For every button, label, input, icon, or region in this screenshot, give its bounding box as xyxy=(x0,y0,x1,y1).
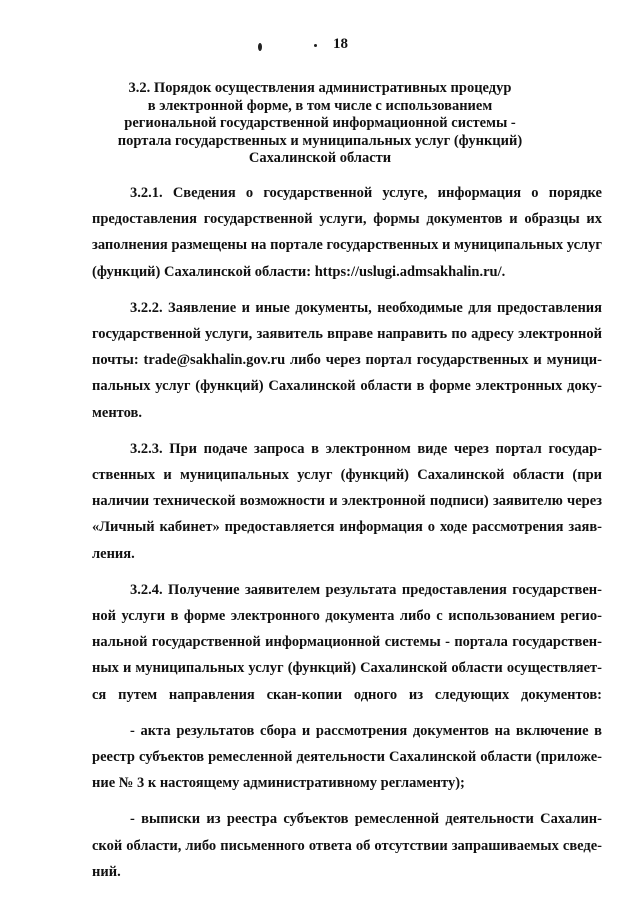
text-line: заполнения размещены на портале государственных и муниципальных услуг xyxy=(92,237,602,254)
text-line: - выписки из реестра субъектов ремесленной деятельности Сахалин- xyxy=(130,811,602,828)
scan-speck xyxy=(258,43,262,51)
text-line: реестр субъектов ремесленной деятельности Сахалинской области (приложе- xyxy=(92,749,602,766)
text-line: государственной услуги, заявитель вправе направить по адресу электронной xyxy=(92,326,602,343)
text-line: «Личный кабинет» предоставляется информация о ходе рассмотрения заяв- xyxy=(92,519,602,536)
heading-line: Сахалинской области xyxy=(248,150,392,166)
text-line: ся путем направления скан-копии одного из следующих документов: xyxy=(92,686,602,703)
text-line: 3.2.1. Сведения о государственной услуге, информация о порядке xyxy=(130,185,602,201)
page-number: 18 xyxy=(333,36,348,52)
heading-line: 3.2. Порядок осуществления административных процедур xyxy=(128,80,512,96)
list-item-act xyxy=(92,718,602,797)
heading-line: портала государственных и муниципальных услуг (функций) xyxy=(117,132,523,149)
heading-line: региональной государственной информационной системы - xyxy=(124,115,516,131)
paragraph-3-2-2 xyxy=(92,295,602,426)
list-item-extract xyxy=(92,806,602,885)
text-line: ных и муниципальных услуг (функций) Сахалинской области осуществляет- xyxy=(92,660,602,677)
text-line: ментов. xyxy=(92,404,142,421)
text-line: 3.2.4. Получение заявителем результата предоставления государствен- xyxy=(130,581,602,598)
text-line: 3.2.3. При подаче запроса в электронном виде через портал государ- xyxy=(130,440,602,457)
text-line: ственных и муниципальных услуг (функций) Сахалинской области (при xyxy=(92,467,602,484)
text-line: ние № 3 к настоящему административному регламенту); xyxy=(92,775,465,792)
text-line: предоставления государственной услуги, формы документов и образцы их xyxy=(92,211,602,228)
document-body xyxy=(92,180,602,895)
scan-speck xyxy=(314,44,317,47)
text-line: нальной государственной информационной системы - портала государствен- xyxy=(92,634,602,651)
text-line: (функций) Сахалинской области: https://uslugi.admsakhalin.ru/. xyxy=(92,263,506,280)
paragraph-3-2-1 xyxy=(92,180,602,285)
section-heading xyxy=(110,80,530,168)
text-line: ления. xyxy=(92,545,135,562)
text-line: 3.2.2. Заявление и иные документы, необходимые для предоставления xyxy=(130,299,602,316)
heading-line: в электронной форме, в том числе с использованием xyxy=(147,97,493,114)
text-line: почты: trade@sakhalin.gov.ru либо через портал государственных и муници- xyxy=(92,352,602,369)
text-line: ний. xyxy=(92,863,121,880)
text-line: ной услуги в форме электронного документа либо с использованием регио- xyxy=(92,608,602,625)
text-line: пальных услуг (функций) Сахалинской области в форме электронных доку- xyxy=(92,378,602,395)
paragraph-3-2-4 xyxy=(92,577,602,708)
text-line: ской области, либо письменного ответа об отсутствии запрашиваемых сведе- xyxy=(92,837,602,854)
paragraph-3-2-3 xyxy=(92,436,602,567)
text-line: - акта результатов сбора и рассмотрения документов на включение в xyxy=(130,722,602,739)
text-line: наличии технической возможности и электронной подписи) заявителю через xyxy=(92,493,602,510)
